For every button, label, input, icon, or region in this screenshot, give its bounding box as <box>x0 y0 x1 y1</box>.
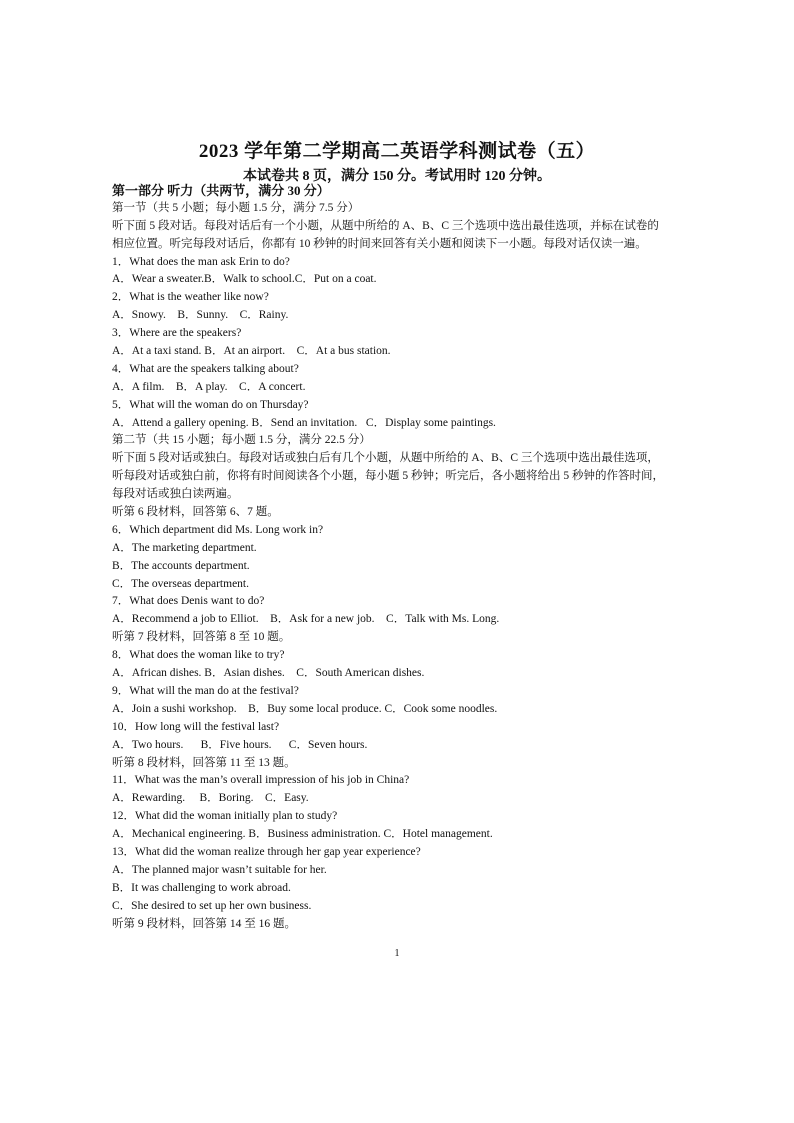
question-8: 8．What does the woman like to try? <box>112 649 285 662</box>
question-11-options: A．Rewarding. B．Boring. C．Easy. <box>112 792 309 805</box>
material-9-note: 听第 9 段材料，回答第 14 至 16 题。 <box>112 917 296 930</box>
question-9-options: A．Join a sushi workshop. B．Buy some local produce. C．Cook some noodles. <box>112 702 498 715</box>
question-7: 7．What does Denis want to do? <box>112 595 265 608</box>
question-13-option-b: B．It was challenging to work abroad. <box>112 881 291 894</box>
question-1: 1．What does the man ask Erin to do? <box>112 255 290 268</box>
material-8-note: 听第 8 段材料，回答第 11 至 13 题。 <box>112 756 296 769</box>
question-4: 4．What are the speakers talking about? <box>112 362 299 375</box>
material-6-note: 听第 6 段材料，回答第 6、7 题。 <box>112 506 279 519</box>
question-10: 10．How long will the festival last? <box>112 720 280 733</box>
exam-body <box>112 182 692 933</box>
section2-instructions-1: 听下面 5 段对话或独白。每段对话或独白后有几个小题，从题中所给的 A、B、C 三个选项中选出最佳选项， <box>112 452 659 465</box>
section1-instructions-2: 相应位置。听完每段对话后，你都有 10 秒钟的时间来回答有关小题和阅读下一小题。每段对话仅读一遍。 <box>112 237 647 250</box>
exam-subtitle: 本试卷共 8 页，满分 150 分。考试用时 120 分钟。 <box>243 169 551 184</box>
question-4-options: A．A film. B．A play. C．A concert. <box>112 380 306 393</box>
question-9: 9．What will the man do at the festival? <box>112 684 299 697</box>
question-12: 12．What did the woman initially plan to study? <box>112 810 338 823</box>
question-12-options: A．Mechanical engineering. B．Business administration. C．Hotel management. <box>112 828 493 841</box>
question-6-option-a: A．The marketing department. <box>112 541 257 554</box>
question-5-options: A．Attend a gallery opening. B．Send an invitation. C．Display some paintings. <box>112 416 496 429</box>
question-8-options: A．African dishes. B．Asian dishes. C．South American dishes. <box>112 667 425 680</box>
material-7-note: 听第 7 段材料，回答第 8 至 10 题。 <box>112 631 291 644</box>
page-number: 1 <box>394 948 400 959</box>
section2-heading: 第二节（共 15 小题；每小题 1.5 分，满分 22.5 分） <box>112 434 371 447</box>
question-7-options: A．Recommend a job to Elliot. B．Ask for a new job. C．Talk with Ms. Long. <box>112 613 500 626</box>
part1-heading: 第一部分 听力（共两节，满分 30 分） <box>112 183 330 198</box>
question-3: 3．Where are the speakers? <box>112 327 242 340</box>
question-5: 5．What will the woman do on Thursday? <box>112 398 309 411</box>
question-6-option-b: B．The accounts department. <box>112 559 250 572</box>
question-2-options: A．Snowy. B．Sunny. C．Rainy. <box>112 309 289 322</box>
question-13: 13．What did the woman realize through her gap year experience? <box>112 845 421 858</box>
question-2: 2．What is the weather like now? <box>112 291 269 304</box>
section2-instructions-2: 听每段对话或独白前，你将有时间阅读各个小题，每小题 5 秒钟；听完后，各小题将给出 5 秒钟的作答时间， <box>112 470 664 483</box>
section1-heading: 第一节（共 5 小题；每小题 1.5 分，满分 7.5 分） <box>112 201 360 214</box>
section1-instructions-1: 听下面 5 段对话。每段对话后有一个小题，从题中所给的 A、B、C 三个选项中选出最佳选项，并标在试卷的 <box>112 219 659 232</box>
question-6: 6．Which department did Ms. Long work in? <box>112 523 324 536</box>
question-1-options: A．Wear a sweater.B．Walk to school.C．Put on a coat. <box>112 273 377 286</box>
question-13-option-a: A．The planned major wasn’t suitable for her. <box>112 863 327 876</box>
question-6-option-c: C．The overseas department. <box>112 577 249 590</box>
question-11: 11．What was the man’s overall impression of his job in China? <box>112 774 410 787</box>
exam-title: 2023 学年第二学期高二英语学科测试卷（五） <box>198 141 596 162</box>
question-3-options: A．At a taxi stand. B．At an airport. C．At a bus station. <box>112 345 391 358</box>
section2-instructions-3: 每段对话或独白读两遍。 <box>112 488 239 501</box>
question-13-option-c: C．She desired to set up her own business. <box>112 899 312 912</box>
question-10-options: A．Two hours. B．Five hours. C．Seven hours. <box>112 738 368 751</box>
